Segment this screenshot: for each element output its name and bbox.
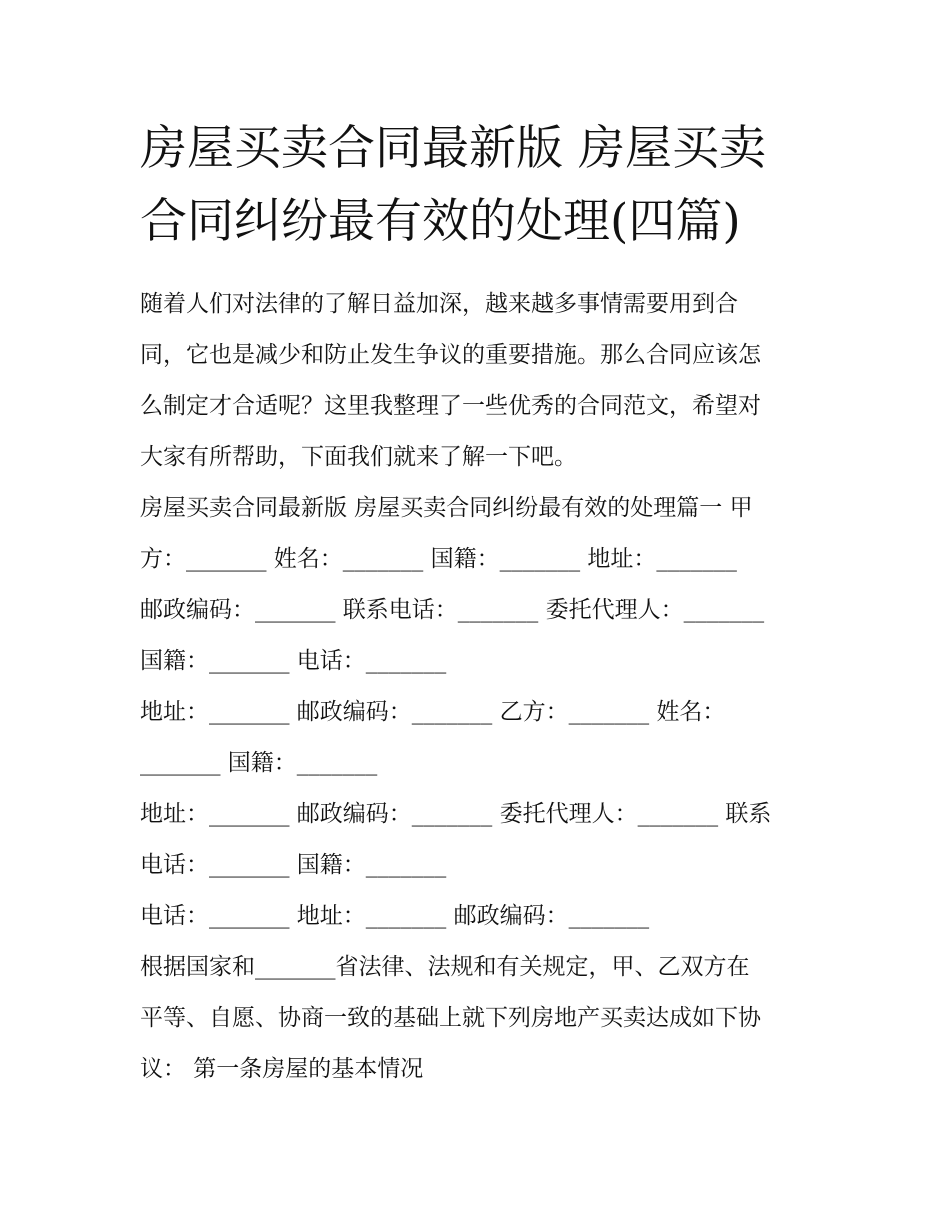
section-heading-line: 房屋买卖合同最新版 房屋买卖合同纠纷最有效的处理篇一 甲 [140,495,753,521]
title-line: 合同纠纷最有效的处理(四篇) [140,194,741,249]
body-line: 么制定才合适呢？这里我整理了一些优秀的合同范文，希望对 [140,393,761,419]
document-body [140,279,820,1095]
form-line: _______ 国籍：_______ [140,750,378,776]
body-line: 随着人们对法律的了解日益加深，越来越多事情需要用到合 [140,291,738,317]
form-line: 电话：_______ 地址：_______ 邮政编码：_______ [140,903,650,929]
body-line: 同，它也是减少和防止发生争议的重要措施。那么合同应该怎 [140,342,761,368]
body-line: 议： 第一条房屋的基本情况 [140,1056,424,1082]
form-line: 方：_______ 姓名：_______ 国籍：_______ 地址：_______ [140,546,737,572]
form-line: 国籍：_______ 电话：_______ [140,648,447,674]
form-line: 地址：_______ 邮政编码：_______ 乙方：_______ 姓名： [140,699,726,725]
body-line: 大家有所帮助，下面我们就来了解一下吧。 [140,444,577,470]
document-title [140,112,820,258]
body-line: 平等、自愿、协商一致的基础上就下列房地产买卖达成如下协 [140,1005,761,1031]
title-line: 房屋买卖合同最新版 房屋买卖 [140,121,766,176]
form-line: 电话：_______ 国籍：_______ [140,852,447,878]
form-line: 地址：_______ 邮政编码：_______ 委托代理人：_______ 联系 [140,801,772,827]
form-line: 邮政编码：_______ 联系电话：_______ 委托代理人：_______ [140,597,765,623]
body-line: 根据国家和_______省法律、法规和有关规定，甲、乙双方在 [140,954,750,980]
